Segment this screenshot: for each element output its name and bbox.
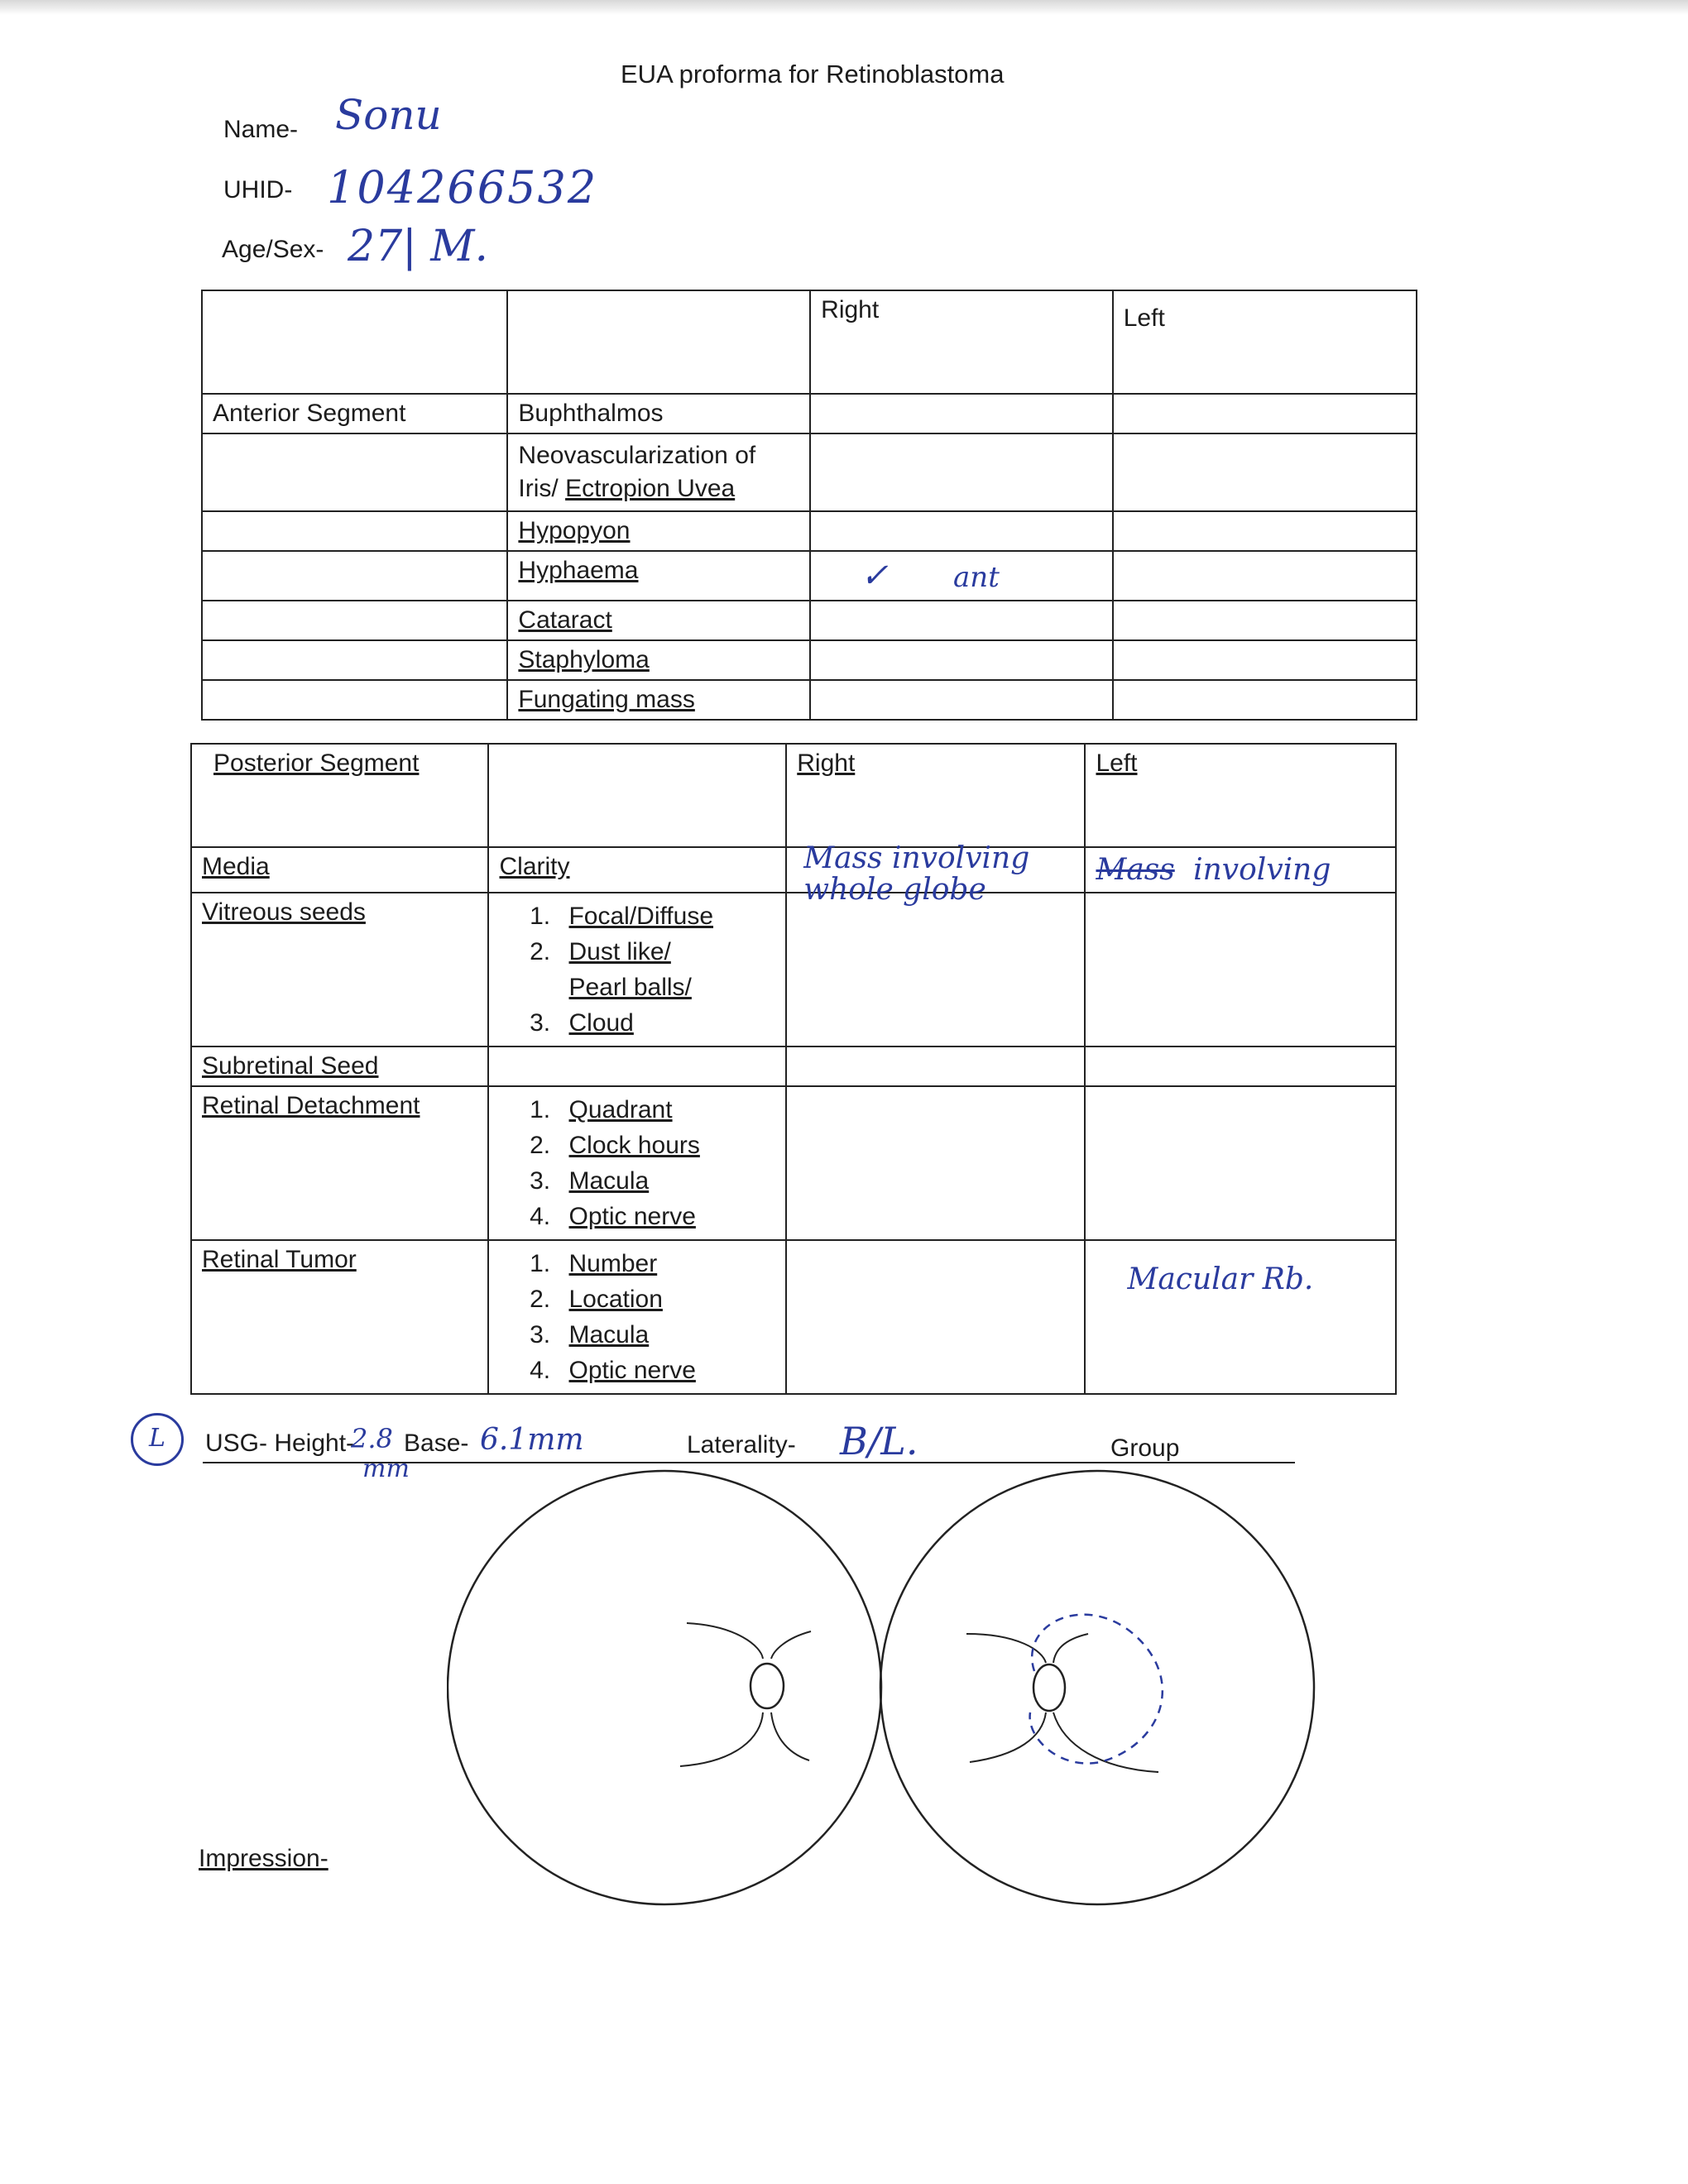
media-left-value: involving [1193,853,1331,887]
optic-disc-icon [1033,1664,1065,1711]
fundus-diagrams [447,1464,1324,1928]
usg-base-label: Base- [404,1430,469,1457]
list-item: 2. Clock hours [557,1128,775,1163]
left-cell [1085,1046,1396,1086]
left-cell [1113,640,1417,680]
left-header: Left [1085,744,1396,847]
blank-cell [202,640,507,680]
lesion-outline [1030,1615,1163,1764]
row-item-line2-underlined: Ectropion Uvea [565,475,736,502]
table-row [191,1046,1396,1086]
table-row [191,1240,1396,1394]
list-item: 1. Number [557,1246,775,1281]
usg-height-value: 2.8 [351,1423,393,1454]
laterality-label: Laterality- [687,1431,796,1458]
row-item: Staphyloma [507,640,810,680]
list-item: 2. Location [557,1281,775,1317]
laterality-value: B/L. [840,1419,918,1463]
list-item: 3. Cloud [557,1005,775,1041]
agesex-value: 27| M. [348,222,488,271]
agesex-label: Age/Sex- [222,236,324,263]
list-item: 2. Dust like/ Pearl balls/ [557,934,775,1005]
table-row [191,847,1396,893]
check-mark-icon: ✓ [861,557,889,595]
left-cell [1113,551,1417,601]
table-row [202,601,1417,640]
clarity-item: Clarity [488,847,786,893]
right-cell [786,893,1085,1046]
blank-cell [488,1046,786,1086]
list-item: 1. Quadrant [557,1092,775,1128]
right-cell [810,511,1113,551]
blank-cell [202,680,507,720]
tumor-left-value: Macular Rb. [1127,1262,1314,1296]
row-item-line2-plain: Iris/ [518,475,566,502]
row-item [507,433,810,511]
retinal-detachment-label: Retinal Detachment [191,1086,488,1240]
right-cell [786,1086,1085,1240]
left-cell [1113,394,1417,433]
table-row [191,1086,1396,1240]
right-header: Right [810,290,1113,394]
table-row [202,511,1417,551]
posterior-segment-label: Posterior Segment [191,744,488,847]
blank-cell [202,511,507,551]
anterior-header-row [202,290,1417,394]
left-cell [1085,1086,1396,1240]
circled-mark: L [131,1413,184,1466]
left-cell [1113,680,1417,720]
usg-height-label: USG- Height- [205,1430,355,1457]
table-row [191,893,1396,1046]
table-row [202,433,1417,511]
row-item: Hyphaema [507,551,810,601]
right-eye-fundus [448,1471,881,1904]
media-left-cell [1085,847,1396,893]
detachment-items [488,1086,786,1240]
vitreous-seeds-label: Vitreous seeds [191,893,488,1046]
list-item: 3. Macula [557,1163,775,1199]
blank-cell [202,601,507,640]
right-cell [810,601,1113,640]
impression-label: Impression- [199,1845,328,1872]
media-left-struck-value: Mass [1096,853,1175,887]
row-item: Cataract [507,601,810,640]
right-value: ant [953,561,1000,594]
optic-disc-icon [750,1664,784,1708]
media-label: Media [191,847,488,893]
subretinal-seed-label: Subretinal Seed [191,1046,488,1086]
retinal-tumor-label: Retinal Tumor [191,1240,488,1394]
header-cell [202,290,507,394]
media-right-cell [786,841,1085,907]
row-item: Fungating mass [507,680,810,720]
list-item: 1. Focal/Diffuse [557,898,775,934]
right-cell [810,640,1113,680]
left-cell [1113,601,1417,640]
left-header: Left [1113,290,1417,394]
media-right-value: Mass involving whole globe [803,841,1030,907]
scan-top-edge [0,0,1688,15]
left-eye-fundus [880,1471,1314,1904]
blank-cell [202,433,507,511]
uhid-label: UHID- [223,176,293,204]
name-label: Name- [223,116,299,143]
row-item-line1: Neovascularization of [518,442,756,469]
row-item: Hypopyon [507,511,810,551]
list-item: 4. Optic nerve [557,1199,775,1234]
left-cell [1085,893,1396,1046]
right-cell [810,433,1113,511]
posterior-segment-table [190,743,1397,1395]
left-cell [1113,511,1417,551]
right-cell [810,551,1113,601]
right-cell [786,1240,1085,1394]
header-cell [488,744,786,847]
usg-underline [203,1462,1295,1463]
right-header: Right [786,744,1085,847]
row-item: Buphthalmos [507,394,810,433]
right-cell [810,680,1113,720]
tumor-left-cell [1085,1240,1396,1394]
usg-height-unit: mm [362,1454,410,1483]
name-value: Sonu [335,91,442,139]
usg-base-value: 6.1mm [480,1423,584,1457]
table-row [202,640,1417,680]
list-item: 3. Macula [557,1317,775,1353]
list-item: 4. Optic nerve [557,1353,775,1388]
tumor-items [488,1240,786,1394]
anterior-segment-table [201,290,1417,721]
right-cell [810,394,1113,433]
group-label: Group [1110,1434,1180,1462]
vitreous-items [488,893,786,1046]
header-cell [507,290,810,394]
anterior-segment-label: Anterior Segment [202,394,507,433]
posterior-header-row [191,744,1396,847]
uhid-value: 104266532 [327,161,598,213]
blank-cell [202,551,507,601]
left-cell [1113,433,1417,511]
table-row [202,680,1417,720]
right-cell [786,1046,1085,1086]
table-row [202,551,1417,601]
form-title: EUA proforma for Retinoblastoma [621,60,1005,89]
table-row [202,394,1417,433]
